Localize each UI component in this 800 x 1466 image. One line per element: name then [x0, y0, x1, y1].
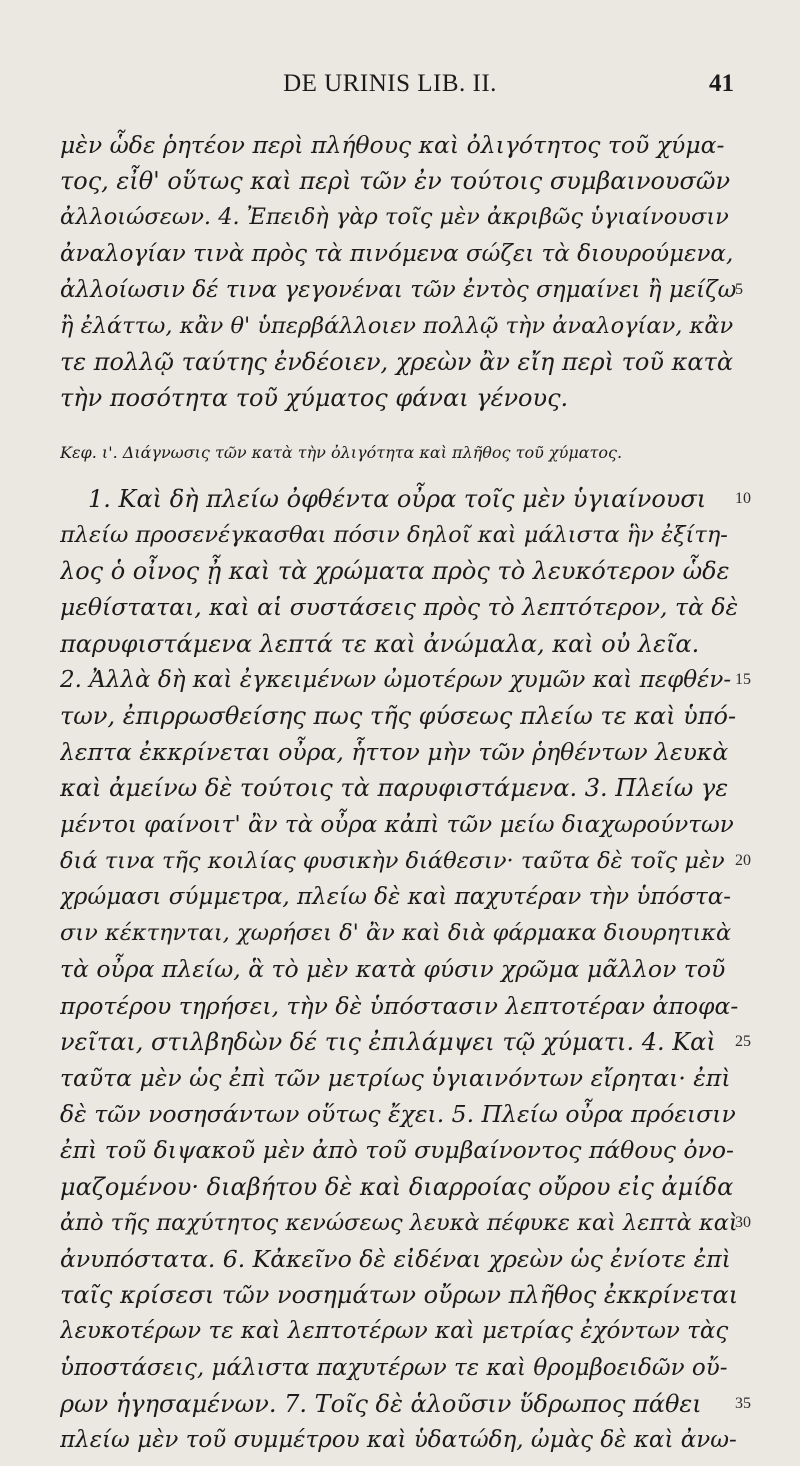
line-number: 35 [735, 1394, 751, 1412]
text-line: ἐπὶ τοῦ διψακοῦ μὲν ἀπὸ τοῦ συμβαίνοντος πάθους ὀνο- [60, 1136, 734, 1165]
text-line: τε πολλῷ ταύτης ἐνδέοιεν, χρεὼν ἂν εἴη περὶ τοῦ κατὰ [60, 348, 734, 377]
text-line: τὰ οὖρα πλείω, ἃ τὸ μὲν κατὰ φύσιν χρῶμα μᾶλλον τοῦ [60, 955, 726, 984]
line-number: 5 [735, 280, 743, 298]
text-line: ἢ ἐλάττω, κἂν θ' ὑπερβάλλοιεν πολλῷ τὴν ἀναλογίαν, κἂν [60, 313, 734, 339]
text-line: μὲν ὧδε ῥητέον περὶ πλήθους καὶ ὀλιγότητος τοῦ χύμα- [60, 131, 725, 159]
line-number: 30 [735, 1213, 751, 1231]
text-line: μεθίσταται, καὶ αἱ συστάσεις πρὸς τὸ λεπτότερον, τὰ δὲ [60, 593, 738, 622]
text-line: λος ὁ οἶνος ᾖ καὶ τὰ χρώματα πρὸς τὸ λευκότερον ὧδε [60, 557, 730, 586]
text-line: πλείω προσενέγκασθαι πόσιν δηλοῖ καὶ μάλιστα ἣν ἐξίτη- [60, 522, 728, 548]
text-line: ἀλλοίωσιν δέ τινα γεγονέναι τῶν ἐντὸς σημαίνει ἢ μείζω [60, 276, 737, 303]
text-line: 1. Καὶ δὴ πλείω ὀφθέντα οὖρα τοῖς μὲν ὑγιαίνουσι [88, 484, 707, 513]
line-number: 20 [735, 851, 751, 869]
text-line: μαζομένου· διαβήτου δὲ καὶ διαρροίας οὔρου εἰς ἀμίδα [60, 1172, 734, 1201]
page-number: 41 [709, 70, 734, 97]
text-line: ταῦτα μὲν ὡς ἐπὶ τῶν μετρίως ὑγιαινόντων εἴρηται· ἐπὶ [60, 1064, 731, 1092]
text-line: πλείω μὲν τοῦ συμμέτρου καὶ ὑδατώδη, ὠμὰς δὲ καὶ ἀνω- [60, 1427, 737, 1453]
text-line: μέντοι φαίνοιτ' ἂν τὰ οὖρα κἀπὶ τῶν μείω διαχωρούντων [60, 811, 734, 838]
text-line: ἀναλογίαν τινὰ πρὸς τὰ πινόμενα σώζει τὰ διουρούμενα, [60, 240, 734, 267]
text-line: ἀνυπόστατα. 6. Κἀκεῖνο δὲ εἰδέναι χρεὼν ὡς ἐνίοτε ἐπὶ [60, 1245, 731, 1273]
running-head [60, 70, 734, 104]
chapter-heading: Κεφ. ι'. Διάγνωσις τῶν κατὰ τὴν ὀλιγότητα καὶ πλῆθος τοῦ χύματος. [60, 442, 623, 462]
line-number: 25 [735, 1032, 751, 1050]
text-line: ταῖς κρίσεσι τῶν νοσημάτων οὔρων πλῆθος ἐκκρίνεται [60, 1281, 738, 1310]
text-line: σιν κέκτηνται, χωρήσει δ' ἂν καὶ διὰ φάρμακα διουρητικὰ [60, 920, 732, 947]
text-line: διά τινα τῆς κοιλίας φυσικὴν διάθεσιν· ταῦτα δὲ τοῖς μὲν [60, 847, 725, 874]
text-line: τὴν ποσότητα τοῦ χύματος φάναι γένους. [60, 384, 569, 413]
text-line: νεῖται, στιλβηδὼν δέ τις ἐπιλάμψει τῷ χύματι. 4. Καὶ [60, 1027, 716, 1056]
text-line: λευκοτέρων τε καὶ λεπτοτέρων καὶ μετρίας ἐχόντων τὰς [60, 1318, 729, 1345]
text-line: των, ἐπιρρωσθείσης πως τῆς φύσεως πλείω τε καὶ ὑπό- [60, 702, 737, 730]
line-number: 15 [735, 670, 751, 688]
text-line: ἀλλοιώσεων. 4. Ἐπειδὴ γὰρ τοῖς μὲν ἀκριβῶς ὑγιαίνουσιν [60, 204, 729, 231]
text-line: τος, εἶθ' οὕτως καὶ περὶ τῶν ἐν τούτοις συμβαινουσῶν [60, 167, 731, 196]
text-line: ἀπὸ τῆς παχύτητος κενώσεως λευκὰ πέφυκε καὶ λεπτὰ καὶ [60, 1209, 738, 1236]
text-line: δὲ τῶν νοσησάντων οὕτως ἔχει. 5. Πλείω οὖρα πρόεισιν [60, 1100, 736, 1129]
text-line: λεπτα ἐκκρίνεται οὖρα, ἧττον μὴν τῶν ῥηθέντων λευκὰ [60, 738, 729, 767]
text-line: προτέρου τηρήσει, τὴν δὲ ὑπόστασιν λεπτοτέραν ἀποφα- [60, 991, 738, 1020]
line-number: 10 [735, 489, 751, 507]
text-line: 2. Ἀλλὰ δὴ καὶ ἐγκειμένων ὠμοτέρων χυμῶν καὶ πεφθέν- [60, 666, 732, 693]
text-line: παρυφιστάμενα λεπτά τε καὶ ἀνώμαλα, καὶ οὐ λεῖα. [60, 629, 700, 658]
text-line: ὑποστάσεις, μάλιστα παχυτέρων τε καὶ θρομβοειδῶν οὔ- [60, 1354, 728, 1381]
text-line: χρώμασι σύμμετρα, πλείω δὲ καὶ παχυτέραν τὴν ὑπόστα- [60, 884, 732, 910]
text-line: ρων ἡγησαμένων. 7. Τοῖς δὲ ἁλοῦσιν ὕδρωπος πάθει [60, 1389, 702, 1418]
text-line: καὶ ἀμείνω δὲ τούτοις τὰ παρυφιστάμενα. 3. Πλείω γε [60, 774, 729, 803]
running-title: DE URINIS LIB. II. [283, 70, 497, 97]
